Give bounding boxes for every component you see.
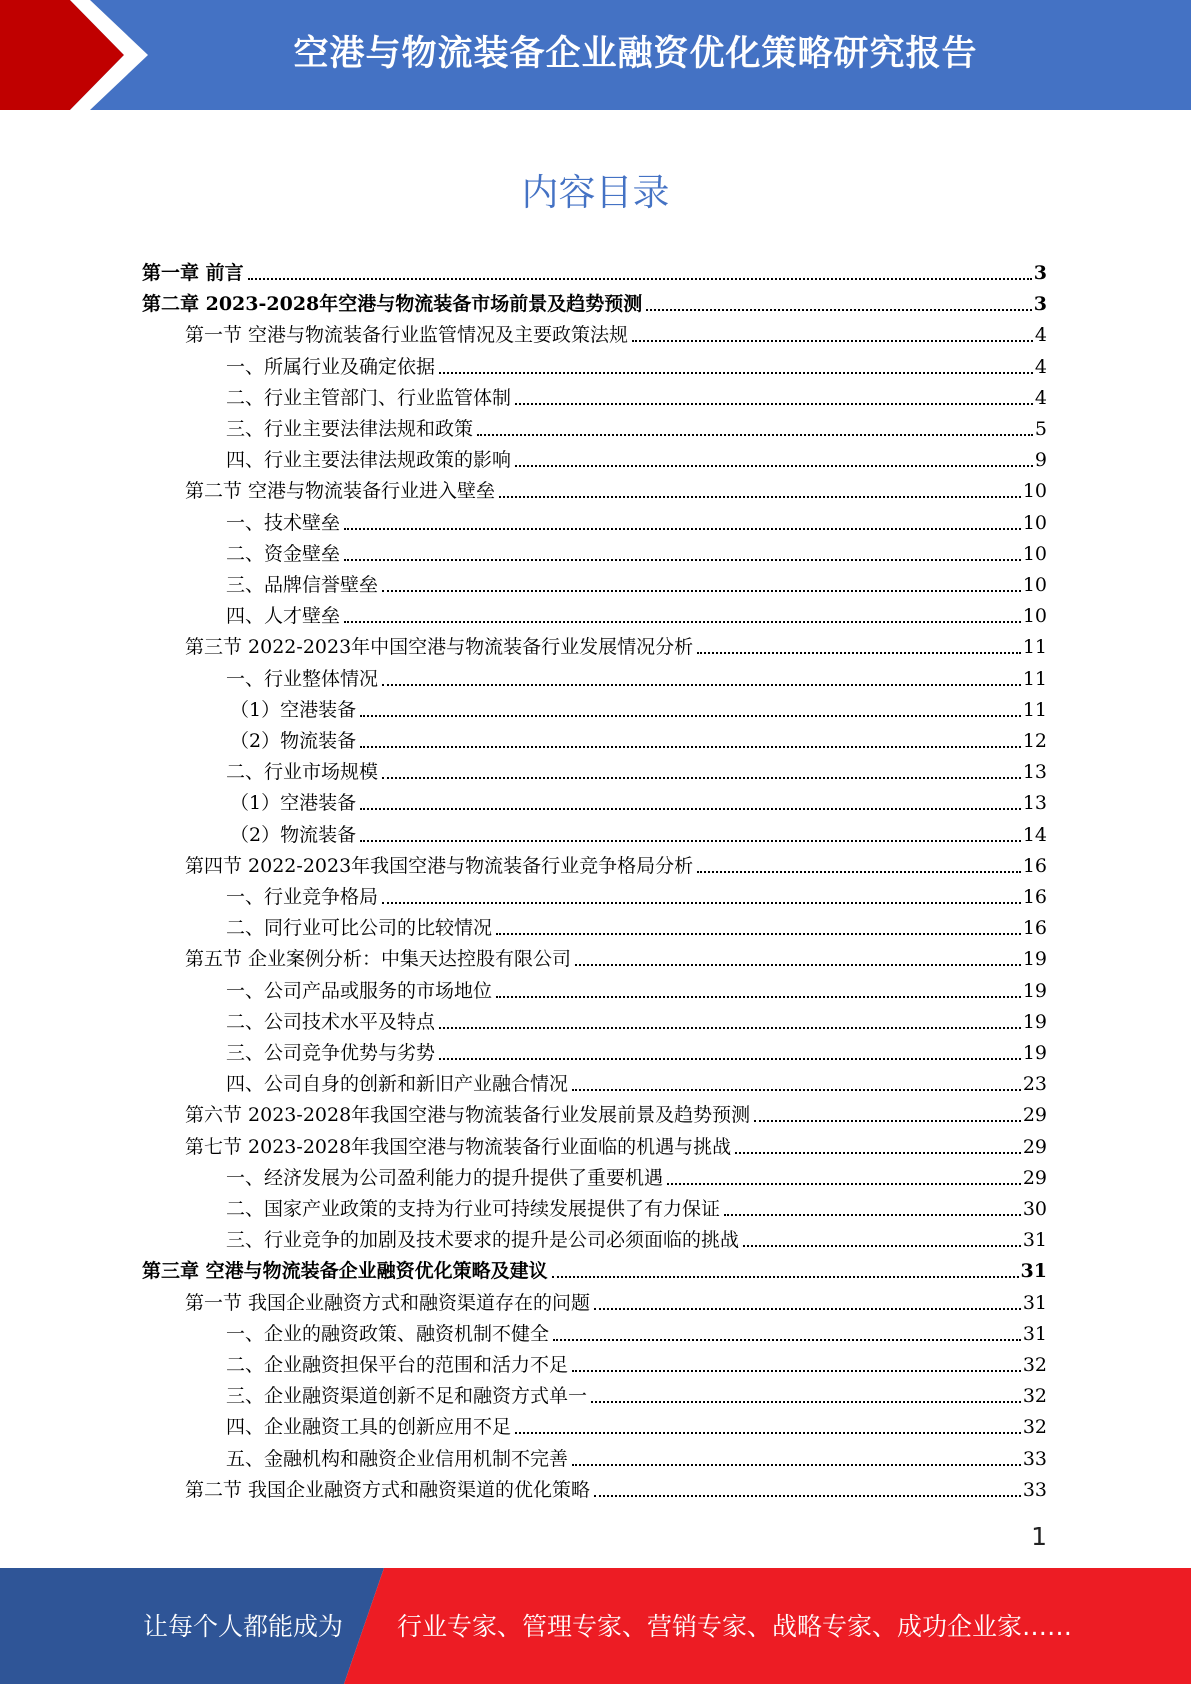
toc-entry-page: 31 <box>1022 1291 1047 1314</box>
toc-entry-title: 三、行业主要法律法规和政策 <box>226 418 474 440</box>
toc-dot-leader <box>553 1339 1021 1341</box>
toc-dot-leader <box>697 652 1021 654</box>
toc-entry-title: 第三节 2022-2023年中国空港与物流装备行业发展情况分析 <box>185 636 694 659</box>
toc-entry-page: 32 <box>1022 1416 1047 1439</box>
toc-entry-page: 19 <box>1022 948 1047 971</box>
report-header <box>0 0 1191 110</box>
toc-dot-leader <box>594 1495 1021 1497</box>
toc-entry-title: （2）物流装备 <box>230 823 357 846</box>
toc-dot-leader <box>743 1245 1021 1247</box>
toc-entry-page: 10 <box>1022 574 1047 596</box>
toc-dot-leader <box>439 372 1033 374</box>
toc-dot-leader <box>477 434 1033 436</box>
toc-entry-page: 19 <box>1022 1042 1047 1064</box>
toc-entry-page: 33 <box>1022 1478 1047 1501</box>
toc-dot-leader <box>248 278 1032 280</box>
toc-dot-leader <box>572 1089 1021 1091</box>
toc-entry[interactable] <box>226 504 1047 535</box>
toc-entry[interactable] <box>185 1128 1047 1159</box>
toc-entry-page: 30 <box>1022 1198 1047 1220</box>
toc-entry[interactable] <box>226 1003 1047 1034</box>
toc-entry[interactable] <box>226 753 1047 784</box>
toc-entry[interactable] <box>226 535 1047 566</box>
toc-dot-leader <box>552 1276 1019 1278</box>
toc-dot-leader <box>344 621 1021 623</box>
toc-entry-title: 第四节 2022-2023年我国空港与物流装备行业竞争格局分析 <box>185 854 694 877</box>
toc-entry-title: 四、公司自身的创新和新旧产业融合情况 <box>226 1073 569 1096</box>
toc-dot-leader <box>646 309 1032 311</box>
toc-entry-page: 16 <box>1022 917 1047 940</box>
toc-entry-page: 10 <box>1022 542 1047 565</box>
toc-heading: 内容目录 <box>521 171 670 214</box>
toc-entry[interactable] <box>226 379 1047 410</box>
toc-dot-leader <box>591 1401 1021 1403</box>
toc-entry-page: 19 <box>1022 1010 1047 1033</box>
toc-entry-title: 一、企业的融资政策、融资机制不健全 <box>226 1322 550 1345</box>
toc-entry[interactable] <box>226 1221 1047 1252</box>
toc-entry-title: 一、行业整体情况 <box>226 667 379 690</box>
toc-entry[interactable] <box>226 348 1047 379</box>
toc-dot-leader <box>594 1308 1021 1310</box>
toc-entry-title: 三、企业融资渠道创新不足和融资方式单一 <box>226 1385 588 1408</box>
toc-entry-title: 第三章 空港与物流装备企业融资优化策略及建议 <box>142 1260 548 1283</box>
toc-dot-leader <box>515 1432 1021 1434</box>
header-arrow-decoration <box>0 0 170 110</box>
toc-dot-leader <box>439 1058 1021 1060</box>
toc-entry-title: 三、品牌信誉壁垒 <box>226 574 379 596</box>
toc-entry[interactable] <box>230 784 1047 815</box>
toc-entry-page: 33 <box>1022 1447 1047 1470</box>
toc-entry[interactable] <box>185 940 1047 971</box>
toc-entry[interactable] <box>226 1440 1047 1471</box>
toc-entry[interactable] <box>230 722 1047 753</box>
toc-dot-leader <box>360 840 1021 842</box>
toc-entry[interactable] <box>226 1159 1047 1190</box>
toc-entry[interactable] <box>226 660 1047 691</box>
toc-entry[interactable] <box>226 972 1047 1003</box>
toc-entry-page: 11 <box>1022 636 1047 659</box>
toc-entry-title: 二、行业主管部门、行业监管体制 <box>226 386 512 409</box>
toc-entry-page: 12 <box>1022 730 1047 752</box>
toc-entry-page: 32 <box>1022 1354 1047 1376</box>
toc-entry-page: 31 <box>1020 1260 1047 1283</box>
toc-entry-page: 29 <box>1022 1104 1047 1127</box>
toc-entry-title: 一、技术壁垒 <box>226 511 341 534</box>
toc-entry-title: 第一节 我国企业融资方式和融资渠道存在的问题 <box>185 1291 591 1314</box>
toc-entry-page: 14 <box>1022 823 1047 846</box>
toc-dot-leader <box>382 902 1021 904</box>
toc-entry[interactable] <box>226 1034 1047 1065</box>
toc-dot-leader <box>735 1152 1021 1154</box>
toc-entry-page: 32 <box>1022 1385 1047 1408</box>
toc-entry-title: （2）物流装备 <box>230 730 357 752</box>
toc-entry[interactable] <box>226 410 1047 441</box>
toc-entry-page: 5 <box>1034 418 1047 440</box>
toc-dot-leader <box>344 528 1021 530</box>
toc-entry-title: 一、公司产品或服务的市场地位 <box>226 979 493 1002</box>
toc-entry-page: 4 <box>1034 386 1047 409</box>
toc-entry-title: 五、金融机构和融资企业信用机制不完善 <box>226 1447 569 1470</box>
toc-entry-title: 二、公司技术水平及特点 <box>226 1010 436 1033</box>
toc-dot-leader <box>515 465 1033 467</box>
toc-entry-page: 4 <box>1034 355 1047 378</box>
toc-entry[interactable] <box>226 597 1047 628</box>
toc-entry-page: 11 <box>1022 698 1047 721</box>
toc-dot-leader <box>697 871 1021 873</box>
toc-entry-title: 第六节 2023-2028年我国空港与物流装备行业发展前景及趋势预测 <box>185 1104 751 1127</box>
footer-banner <box>0 1568 1191 1684</box>
toc-dot-leader <box>344 559 1021 561</box>
toc-entry[interactable] <box>226 1408 1047 1439</box>
toc-entry-title: 第二章 2023-2028年空港与物流装备市场前景及趋势预测 <box>142 293 643 316</box>
toc-entry-title: 四、人才壁垒 <box>226 605 341 628</box>
toc-entry[interactable] <box>142 285 1047 316</box>
toc-entry-title: 三、公司竞争优势与劣势 <box>226 1042 436 1064</box>
toc-dot-leader <box>572 1464 1021 1466</box>
toc-entry-title: 一、所属行业及确定依据 <box>226 355 436 378</box>
toc-entry-title: 四、企业融资工具的创新应用不足 <box>226 1416 512 1439</box>
toc-entry-title: 二、资金壁垒 <box>226 542 341 565</box>
toc-dot-leader <box>360 746 1021 748</box>
toc-dot-leader <box>360 808 1021 810</box>
toc-entry-page: 31 <box>1022 1229 1047 1252</box>
toc-dot-leader <box>572 1370 1021 1372</box>
toc-dot-leader <box>360 715 1021 717</box>
toc-entry-page: 16 <box>1022 854 1047 877</box>
toc-entry[interactable] <box>226 1190 1047 1221</box>
toc-entry-title: 第七节 2023-2028年我国空港与物流装备行业面临的机遇与挑战 <box>185 1135 732 1158</box>
toc-entry-page: 29 <box>1022 1135 1047 1158</box>
toc-entry-title: 三、行业竞争的加剧及技术要求的提升是公司必须面临的挑战 <box>226 1229 740 1252</box>
toc-dot-leader <box>382 590 1021 592</box>
toc-entry-page: 11 <box>1022 667 1047 690</box>
toc-entry[interactable] <box>226 878 1047 909</box>
toc-entry-page: 10 <box>1022 511 1047 534</box>
toc-entry[interactable] <box>230 816 1047 847</box>
toc-entry-title: 二、行业市场规模 <box>226 761 379 784</box>
toc-entry-page: 10 <box>1022 605 1047 628</box>
footer-slogan-right: 行业专家、管理专家、营销专家、战略专家、成功企业家…… <box>397 1612 1073 1641</box>
toc-entry[interactable] <box>142 254 1047 285</box>
toc-dot-leader <box>632 340 1033 342</box>
toc-entry[interactable] <box>230 691 1047 722</box>
toc-dot-leader <box>724 1214 1021 1216</box>
footer-slogan-left: 让每个人都能成为 <box>143 1612 344 1641</box>
toc-dot-leader <box>515 403 1033 405</box>
toc-entry-page: 4 <box>1034 324 1047 347</box>
toc-entry[interactable] <box>226 441 1047 472</box>
toc-entry-page: 3 <box>1033 262 1047 284</box>
toc-entry-page: 3 <box>1033 293 1047 316</box>
toc-dot-leader <box>575 964 1021 966</box>
toc-dot-leader <box>382 684 1021 686</box>
toc-entry-page: 29 <box>1022 1166 1047 1189</box>
toc-dot-leader <box>382 777 1021 779</box>
toc-dot-leader <box>496 933 1021 935</box>
toc-entry-title: 第五节 企业案例分析：中集天达控股有限公司 <box>185 948 572 971</box>
toc-entry-page: 9 <box>1034 449 1047 472</box>
toc-entry-title: 二、国家产业政策的支持为行业可持续发展提供了有力保证 <box>226 1198 721 1220</box>
toc-entry-title: 一、行业竞争格局 <box>226 886 379 908</box>
toc-entry-title: 第二节 空港与物流装备行业进入壁垒 <box>185 480 496 503</box>
toc-entry-page: 19 <box>1022 979 1047 1002</box>
toc-entry[interactable] <box>226 1315 1047 1346</box>
toc-dot-leader <box>667 1183 1021 1185</box>
toc-entry-page: 13 <box>1022 792 1047 815</box>
toc-entry-title: 第二节 我国企业融资方式和融资渠道的优化策略 <box>185 1478 591 1501</box>
toc-entry-title: 二、企业融资担保平台的范围和活力不足 <box>226 1354 569 1376</box>
toc-entry[interactable] <box>185 316 1047 347</box>
toc-entry[interactable] <box>185 1471 1047 1502</box>
toc-entry-title: （1）空港装备 <box>230 792 357 815</box>
toc-entry-page: 13 <box>1022 761 1047 784</box>
toc-entry[interactable] <box>226 566 1047 597</box>
toc-dot-leader <box>499 496 1021 498</box>
page-number: 1 <box>1031 1522 1047 1551</box>
report-title: 空港与物流装备企业融资优化策略研究报告 <box>293 34 978 74</box>
toc-entry[interactable] <box>185 472 1047 503</box>
toc-entry-page: 31 <box>1022 1322 1047 1345</box>
toc-entry[interactable] <box>185 628 1047 659</box>
toc-dot-leader <box>439 1027 1021 1029</box>
toc-entry-page: 10 <box>1022 480 1047 503</box>
toc-dot-leader <box>754 1120 1021 1122</box>
toc-entry-title: 第一节 空港与物流装备行业监管情况及主要政策法规 <box>185 324 629 347</box>
toc-entry[interactable] <box>226 909 1047 940</box>
toc-entry[interactable] <box>226 1065 1047 1096</box>
toc-entry[interactable] <box>185 1284 1047 1315</box>
toc-entry[interactable] <box>185 847 1047 878</box>
toc-entry[interactable] <box>226 1377 1047 1408</box>
toc-dot-leader <box>496 996 1021 998</box>
toc-entry-page: 23 <box>1022 1073 1047 1096</box>
toc-entry-title: 四、行业主要法律法规政策的影响 <box>226 449 512 472</box>
toc-entry-page: 16 <box>1022 886 1047 908</box>
toc-entry-title: 一、经济发展为公司盈利能力的提升提供了重要机遇 <box>226 1166 664 1189</box>
toc-entry[interactable] <box>185 1096 1047 1127</box>
toc-entry[interactable] <box>142 1252 1047 1283</box>
toc-entry-title: 二、同行业可比公司的比较情况 <box>226 917 493 940</box>
toc-entry[interactable] <box>226 1346 1047 1377</box>
toc-entry-title: （1）空港装备 <box>230 698 357 721</box>
toc-entry-title: 第一章 前言 <box>142 262 244 284</box>
